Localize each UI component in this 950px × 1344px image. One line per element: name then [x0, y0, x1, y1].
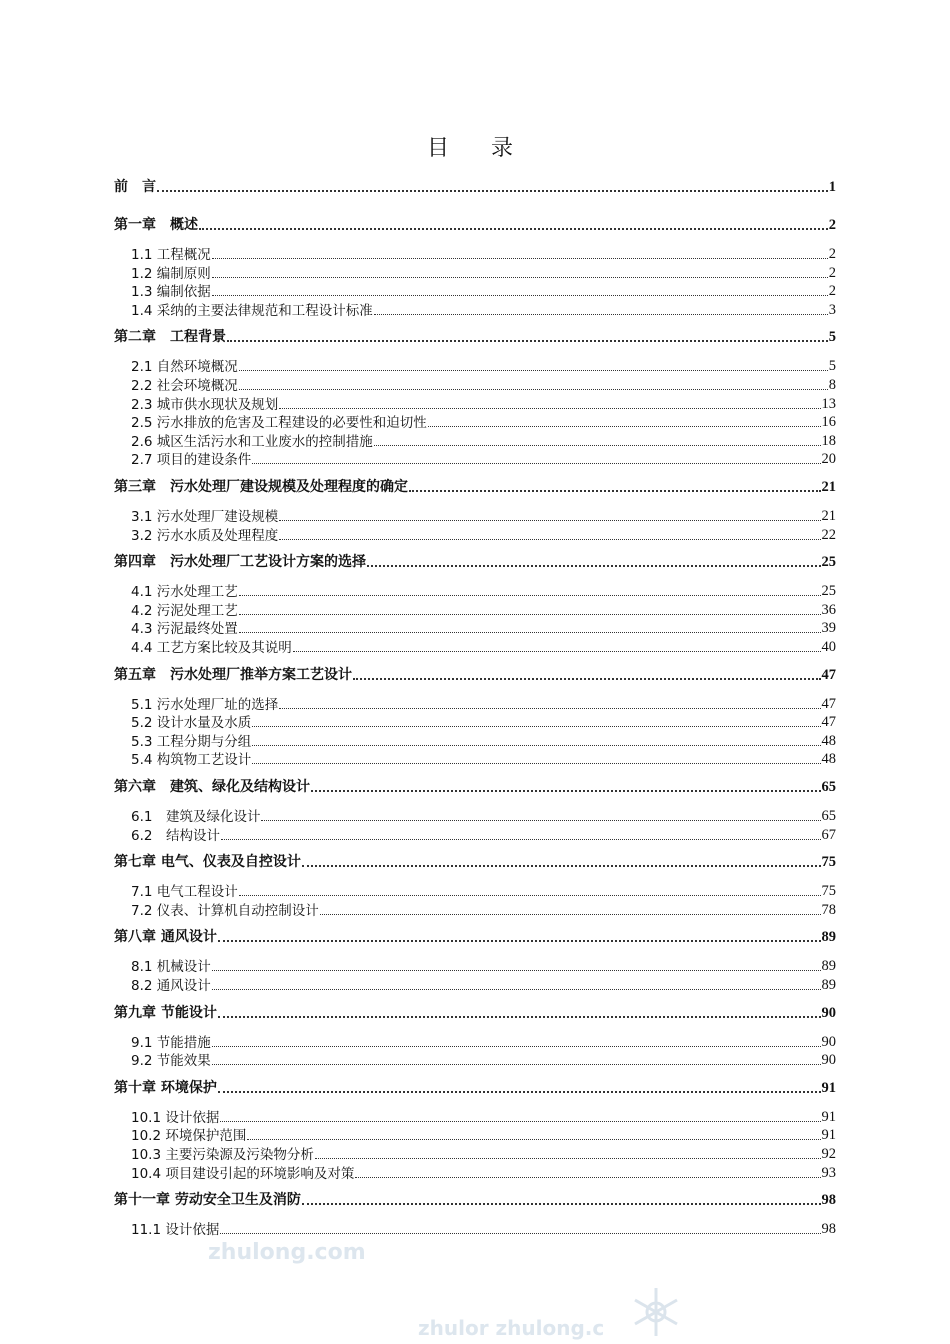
toc-entry-title: 2.3 城市供水现状及规划	[131, 396, 279, 413]
dot-leader	[428, 426, 821, 427]
dot-leader	[261, 820, 820, 821]
toc-page-number: 90	[821, 1004, 836, 1021]
toc-entry-title: 第九章 节能设计	[114, 1004, 217, 1021]
toc-entry-title: 10.2 环境保护范围	[131, 1128, 247, 1145]
toc-section-row[interactable]	[114, 1124, 836, 1144]
toc-page-number: 98	[821, 1221, 836, 1238]
toc-entry-title: 5.3 工程分期与分组	[131, 733, 252, 750]
toc-page-number: 93	[821, 1164, 836, 1181]
toc-page-number: 40	[821, 639, 836, 655]
toc-entry-title: 第一章 概述	[114, 217, 198, 233]
toc-page-number: 20	[821, 451, 836, 468]
snowflake-watermark-icon	[628, 1284, 684, 1340]
toc-entry-title: 3.2 污水水质及处理程度	[131, 527, 279, 544]
toc-page-number: 13	[821, 395, 836, 412]
toc-section-row[interactable]	[114, 899, 836, 919]
toc-page-number: 21	[821, 508, 836, 524]
dot-leader	[212, 1046, 821, 1047]
toc-page-number: 67	[821, 826, 836, 843]
toc-page-number: 21	[821, 479, 836, 495]
dot-leader	[252, 463, 820, 464]
dot-leader	[239, 632, 821, 633]
toc-page-number: 48	[821, 732, 836, 749]
toc-section-row[interactable]	[114, 1218, 836, 1238]
toc-page-number: 2	[828, 217, 836, 233]
toc-section-row[interactable]	[114, 730, 836, 750]
dot-leader	[239, 895, 821, 896]
dot-leader	[212, 295, 828, 296]
toc-page-number: 89	[821, 929, 836, 946]
toc-page-number: 90	[821, 1033, 836, 1050]
toc-entry-title: 4.3 污泥最终处置	[131, 621, 238, 638]
toc-page-number: 91	[821, 1079, 836, 1096]
toc-page-number: 47	[821, 666, 836, 683]
toc-section-row[interactable]	[114, 430, 836, 450]
toc-page-number: 65	[821, 808, 836, 824]
dot-leader	[302, 865, 821, 867]
toc-page-number: 91	[821, 1127, 836, 1144]
toc-entry-title: 7.1 电气工程设计	[131, 884, 238, 901]
toc-entry-title: 2.5 污水排放的危害及工程建设的必要性和迫切性	[131, 415, 427, 432]
dot-leader	[279, 408, 820, 409]
dot-leader	[157, 190, 828, 192]
dot-leader	[320, 914, 821, 915]
dot-leader	[239, 614, 821, 615]
toc-entry-title: 第十章 环境保护	[114, 1079, 217, 1096]
toc-page-number: 75	[821, 854, 836, 871]
toc-entry-title: 第二章 工程背景	[114, 329, 226, 346]
toc-chapter-row[interactable]	[114, 776, 836, 796]
toc-entry-title: 1.4 采纳的主要法律规范和工程设计标准	[131, 302, 373, 319]
toc-section-row[interactable]	[114, 711, 836, 731]
toc-section-row[interactable]	[114, 262, 836, 282]
toc-page-number: 18	[821, 432, 836, 449]
toc-entry-title: 4.2 污泥处理工艺	[131, 602, 238, 619]
dot-leader	[239, 389, 828, 390]
toc-section-row[interactable]	[114, 505, 836, 525]
toc-section-row[interactable]	[114, 393, 836, 413]
toc-page-number: 90	[821, 1052, 836, 1069]
toc-page-number: 2	[828, 246, 836, 262]
watermark-text-bottom: zhulor zhulong.c	[418, 1316, 605, 1340]
toc-chapter-row[interactable]	[114, 926, 836, 946]
toc-entry-title: 1.2 编制原则	[131, 265, 211, 282]
toc-title: 目 录	[426, 136, 523, 161]
dot-leader	[227, 340, 828, 342]
dot-leader	[220, 1121, 820, 1122]
dot-leader	[252, 726, 820, 727]
dot-leader	[279, 708, 820, 709]
dot-leader	[374, 445, 821, 446]
toc-entry-title: 前 言	[114, 179, 156, 195]
toc-entry-title: 第十一章 劳动安全卫生及消防	[114, 1192, 301, 1209]
toc-section-row[interactable]	[114, 374, 836, 394]
toc-entry-title: 2.1 自然环境概况	[131, 359, 238, 376]
toc-entry-title: 9.1 节能措施	[131, 1034, 211, 1051]
toc-chapter-row[interactable]	[114, 1002, 836, 1022]
toc-page-number: 47	[821, 695, 836, 712]
dot-leader	[302, 1203, 821, 1205]
dot-leader	[353, 678, 821, 680]
toc-page-number: 39	[821, 620, 836, 637]
toc-page-number: 98	[821, 1192, 836, 1209]
toc-page-number: 47	[821, 714, 836, 731]
dot-leader	[218, 940, 821, 942]
toc-section-row[interactable]	[114, 880, 836, 900]
toc-entry-title: 5.1 污水处理厂址的选择	[131, 696, 279, 713]
dot-leader	[311, 790, 821, 792]
toc-page-number: 1	[828, 179, 836, 195]
dot-leader	[218, 1016, 821, 1018]
toc-section-row[interactable]	[114, 448, 836, 468]
dot-leader	[239, 370, 828, 371]
dot-leader	[252, 745, 820, 746]
toc-page-number: 25	[821, 554, 836, 571]
toc-page-number: 5	[828, 329, 836, 346]
toc-section-row[interactable]	[114, 280, 836, 300]
toc-entry-title: 3.1 污水处理厂建设规模	[131, 509, 279, 525]
toc-page-number: 92	[821, 1146, 836, 1162]
toc-page-number: 25	[821, 583, 836, 600]
toc-page-number: 91	[821, 1108, 836, 1125]
toc-chapter-row[interactable]	[114, 1077, 836, 1097]
toc-entry-title: 10.1 设计依据	[131, 1109, 220, 1126]
toc-section-row[interactable]	[114, 355, 836, 375]
toc-chapter-row[interactable]	[114, 664, 836, 684]
dot-leader	[221, 839, 821, 840]
toc-section-row[interactable]	[114, 299, 836, 319]
toc-page-number: 2	[828, 264, 836, 281]
dot-leader	[355, 1177, 820, 1178]
toc-entry-title: 第七章 电气、仪表及自控设计	[114, 854, 301, 871]
toc-chapter-row[interactable]	[114, 214, 836, 234]
toc-entry-title: 2.6 城区生活污水和工业废水的控制措施	[131, 433, 373, 450]
toc-section-row[interactable]	[114, 824, 836, 844]
dot-leader	[212, 1064, 821, 1065]
toc-page-number: 3	[828, 301, 836, 318]
toc-entry-title: 2.7 项目的建设条件	[131, 452, 252, 469]
toc-section-row[interactable]	[114, 1106, 836, 1126]
toc-entry-title: 10.3 主要污染源及污染物分析	[131, 1147, 314, 1163]
toc-chapter-row[interactable]	[114, 851, 836, 871]
toc-section-row[interactable]	[114, 1162, 836, 1182]
toc-entry-title: 7.2 仪表、计算机自动控制设计	[131, 902, 319, 919]
toc-chapter-row[interactable]	[114, 476, 836, 496]
toc-section-row[interactable]	[114, 1049, 836, 1069]
dot-leader	[239, 595, 821, 596]
toc-section-row[interactable]	[114, 1031, 836, 1051]
toc-entry-title: 第四章 污水处理厂工艺设计方案的选择	[114, 554, 366, 571]
toc-page-number: 22	[821, 526, 836, 543]
toc-entry-title: 第五章 污水处理厂推举方案工艺设计	[114, 666, 352, 683]
toc-section-row[interactable]	[114, 524, 836, 544]
toc-chapter-row[interactable]	[114, 1189, 836, 1209]
toc-page-number: 89	[821, 977, 836, 993]
toc-entry-title: 第三章 污水处理厂建设规模及处理程度的确定	[114, 479, 408, 495]
dot-leader	[212, 970, 821, 971]
toc-page-number: 75	[821, 883, 836, 900]
toc-page-number: 8	[828, 377, 836, 393]
dot-leader	[212, 989, 821, 990]
dot-leader	[374, 314, 828, 315]
toc-entry-title: 1.1 工程概况	[131, 247, 211, 263]
toc-entry-title: 2.2 社会环境概况	[131, 378, 238, 394]
toc-entry-title: 10.4 项目建设引起的环境影响及对策	[131, 1165, 355, 1182]
dot-leader	[315, 1158, 821, 1159]
dot-leader	[199, 228, 828, 230]
dot-leader	[279, 539, 820, 540]
toc-page-number: 36	[821, 601, 836, 618]
dot-leader	[293, 651, 821, 652]
toc-entry-title: 9.2 节能效果	[131, 1053, 211, 1070]
dot-leader	[218, 1091, 821, 1093]
toc-section-row[interactable]	[114, 693, 836, 713]
toc-section-row[interactable]	[114, 599, 836, 619]
dot-leader	[212, 258, 828, 259]
toc-page-number: 48	[821, 751, 836, 768]
toc-entry-title: 8.1 机械设计	[131, 959, 211, 976]
dot-leader	[367, 565, 821, 567]
toc-section-row[interactable]	[114, 243, 836, 263]
toc-section-row[interactable]	[114, 955, 836, 975]
toc-page-number: 5	[828, 358, 836, 375]
dot-leader	[212, 277, 828, 278]
toc-section-row[interactable]	[114, 617, 836, 637]
toc-entry-title: 第六章 建筑、绿化及结构设计	[114, 779, 310, 795]
toc-section-row[interactable]	[114, 1143, 836, 1163]
toc-entry-title: 1.3 编制依据	[131, 284, 211, 301]
toc-section-row[interactable]	[114, 805, 836, 825]
toc-chapter-row[interactable]	[114, 551, 836, 571]
toc-page-number: 16	[821, 414, 836, 431]
toc-page-number: 2	[828, 283, 836, 300]
toc-chapter-row[interactable]	[114, 176, 836, 196]
toc-entry-title: 8.2 通风设计	[131, 978, 211, 994]
watermark-text: zhulong.com	[208, 1240, 366, 1265]
dot-leader	[247, 1139, 820, 1140]
dot-leader	[409, 490, 821, 492]
toc-page-number: 65	[821, 779, 836, 795]
toc-section-row[interactable]	[114, 748, 836, 768]
toc-entry-title: 4.1 污水处理工艺	[131, 584, 238, 601]
toc-section-row[interactable]	[114, 974, 836, 994]
toc-entry-title: 5.2 设计水量及水质	[131, 715, 252, 732]
toc-entry-title: 6.2 结构设计	[131, 827, 220, 844]
toc-page-number: 78	[821, 901, 836, 918]
dot-leader	[252, 763, 820, 764]
toc-section-row[interactable]	[114, 636, 836, 656]
toc-entry-title: 6.1 建筑及绿化设计	[131, 809, 261, 825]
dot-leader	[220, 1233, 820, 1234]
toc-entry-title: 第八章 通风设计	[114, 929, 217, 946]
toc-page-number: 89	[821, 958, 836, 975]
toc-chapter-row[interactable]	[114, 326, 836, 346]
toc-section-row[interactable]	[114, 411, 836, 431]
toc-entry-title: 5.4 构筑物工艺设计	[131, 752, 252, 769]
dot-leader	[279, 520, 820, 521]
toc-entry-title: 4.4 工艺方案比较及其说明	[131, 640, 292, 656]
toc-entry-title: 11.1 设计依据	[131, 1222, 220, 1239]
toc-section-row[interactable]	[114, 580, 836, 600]
